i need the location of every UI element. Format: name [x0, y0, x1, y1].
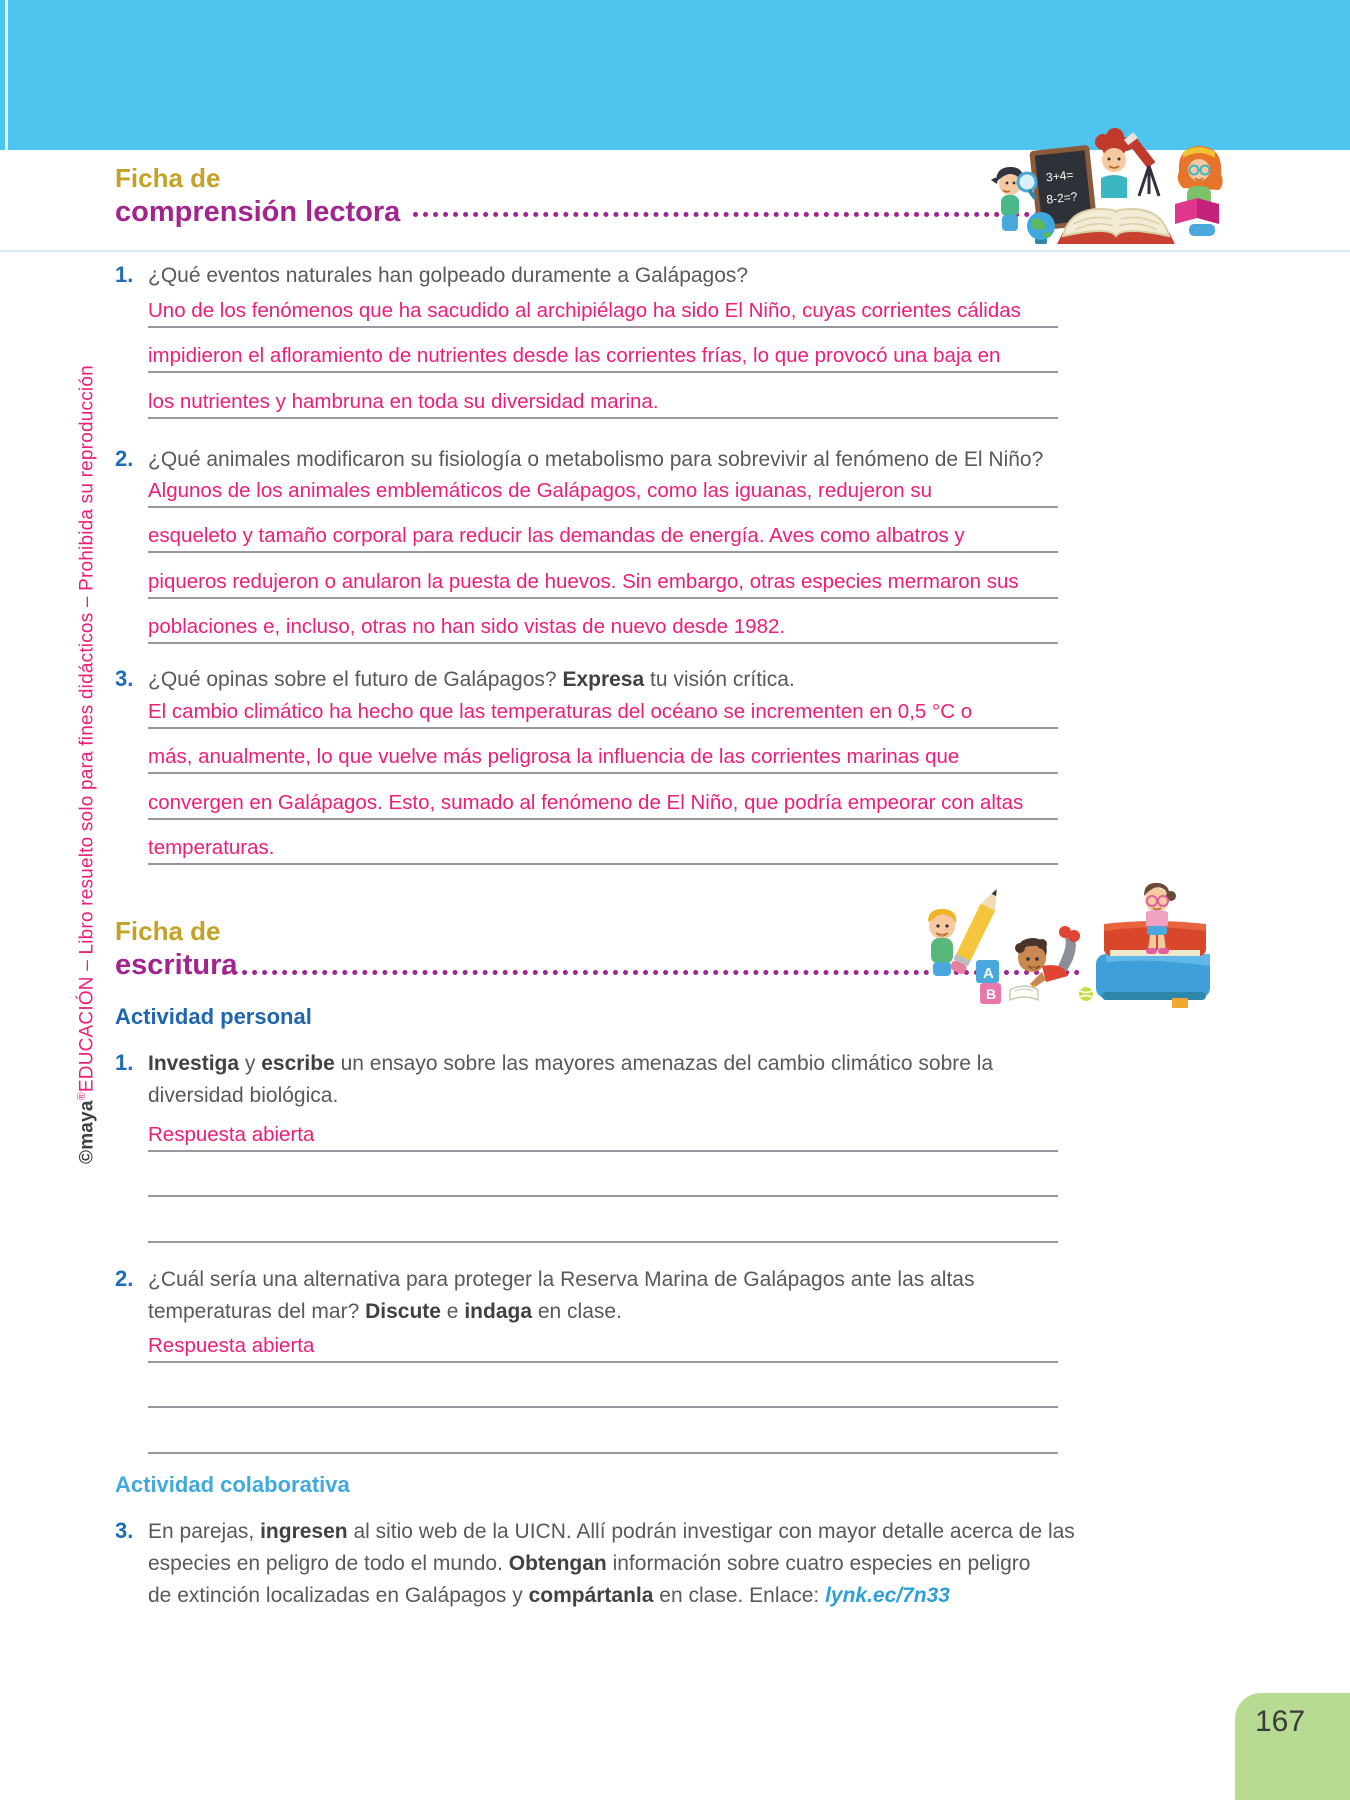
- question-text: En parejas, ingresen al sitio web de la UICN. Allí podrán investigar con mayor detalle acerca de las especies en peligro de todo el mundo. Obtengan información sobre cuatro especies en peligro de extinción localizadas en Galápagos y compártanla en clase. Enlace: lynk.ec/7n33: [148, 1520, 1075, 1607]
- answer-line: piqueros redujeron o anularon la puesta de huevos. Sin embargo, otras especies mermaron sus: [148, 553, 1058, 599]
- activity-personal-label: Actividad personal: [115, 1004, 312, 1029]
- answer-line: esqueleto y tamaño corporal para reducir las demandas de energía. Aves como albatros y: [148, 508, 1058, 554]
- answer-group: [148, 683, 1058, 865]
- dotted-leader: [413, 198, 1080, 217]
- answer-group: [148, 1106, 1058, 1243]
- chalkboard-text: 8-2=?: [1045, 189, 1079, 207]
- blank-answer-line: [148, 1152, 1058, 1198]
- chalkboard-text: 3+4=: [1045, 167, 1075, 185]
- question-number: 2.: [115, 1266, 134, 1291]
- answer-line: poblaciones e, incluso, otras no han sido vistas de nuevo desde 1982.: [148, 599, 1058, 645]
- ficha-comprension-title-line1: Ficha de: [115, 163, 221, 193]
- kids-studying-illustration: [983, 120, 1235, 248]
- blank-answer-line: [148, 1197, 1058, 1243]
- answer-line: El cambio climático ha hecho que las temperaturas del océano se incrementen en 0,5 °C o: [148, 683, 1058, 729]
- question-number: 1.: [115, 262, 134, 287]
- answer-line: temperaturas.: [148, 820, 1058, 866]
- book-stack-icon: [1096, 883, 1210, 1008]
- question-number: 3.: [115, 666, 134, 691]
- answer-line: convergen en Galápagos. Esto, sumado al fenómeno de El Niño, que podría empeorar con altas: [148, 774, 1058, 820]
- ball-icon: [1079, 987, 1093, 1001]
- svg-text:A: A: [983, 965, 994, 982]
- blank-answer-line: [148, 1363, 1058, 1409]
- telescope-icon: [1124, 132, 1159, 196]
- question-text: ¿Qué eventos naturales han golpeado duramente a Galápagos?: [148, 264, 749, 287]
- question-text: ¿Qué opinas sobre el futuro de Galápagos? Expresa tu visión crítica.: [148, 668, 795, 691]
- activity-collaborative-label: Actividad colaborativa: [115, 1472, 350, 1497]
- question-text: ¿Cuál sería una alternativa para proteger la Reserva Marina de Galápagos ante las altas temperaturas del mar? Discute e indaga en clase.: [148, 1268, 975, 1323]
- page-number-badge: [1235, 1693, 1350, 1800]
- answer-line: impidieron el afloramiento de nutrientes desde las corrientes frías, lo que provocó una baja en: [148, 328, 1058, 374]
- page-number: 167: [1255, 1705, 1306, 1738]
- answer-line: más, anualmente, lo que vuelve más peligrosa la influencia de las corrientes marinas que: [148, 729, 1058, 775]
- svg-text:B: B: [986, 986, 997, 1002]
- question-text: Investiga y escribe un ensayo sobre las mayores amenazas del cambio climático sobre la diversidad biológica.: [148, 1052, 994, 1107]
- answer-line: los nutrientes y hambruna en toda su diversidad marina.: [148, 373, 1058, 419]
- answer-group: [148, 462, 1058, 644]
- answer-line: Algunos de los animales emblemáticos de Galápagos, como las iguanas, redujeron su: [148, 462, 1058, 508]
- answer-group: [148, 282, 1058, 419]
- open-answer-line: Respuesta abierta: [148, 1106, 1058, 1152]
- globe-icon: [1027, 212, 1055, 244]
- answer-line: Uno de los fenómenos que ha sacudido al archipiélago ha sido El Niño, cuyas corrientes cálidas: [148, 282, 1058, 328]
- ficha-comprension-title-line2: comprensión lectora: [115, 196, 401, 228]
- banner-edge-stripe: [5, 0, 8, 150]
- header-divider: [0, 250, 1350, 252]
- open-answer-line: Respuesta abierta: [148, 1317, 1058, 1363]
- ficha-escritura-title-line2: escritura: [115, 949, 238, 981]
- letter-blocks-icon: [976, 960, 1001, 1004]
- question-number: 2.: [115, 446, 134, 471]
- kids-writing-illustration: [914, 874, 1216, 1008]
- ficha-escritura-title-line1: Ficha de: [115, 916, 221, 946]
- question-text: ¿Qué animales modificaron su fisiología o metabolismo para sobrevivir al fenómeno de El Niño?: [148, 448, 1044, 471]
- blank-answer-line: [148, 1408, 1058, 1454]
- resource-link[interactable]: lynk.ec/7n33: [825, 1584, 950, 1607]
- kid-writing-icon: [1010, 926, 1080, 1000]
- question-number: 3.: [115, 1518, 134, 1543]
- question-number: 1.: [115, 1050, 134, 1075]
- answer-group: [148, 1317, 1058, 1454]
- girl-reading-icon: [1175, 146, 1223, 236]
- copyright-sidebar: ©maya®EDUCACIÓN – Libro resuelto solo para fines didácticos – Prohibida su reproducción: [76, 365, 98, 1164]
